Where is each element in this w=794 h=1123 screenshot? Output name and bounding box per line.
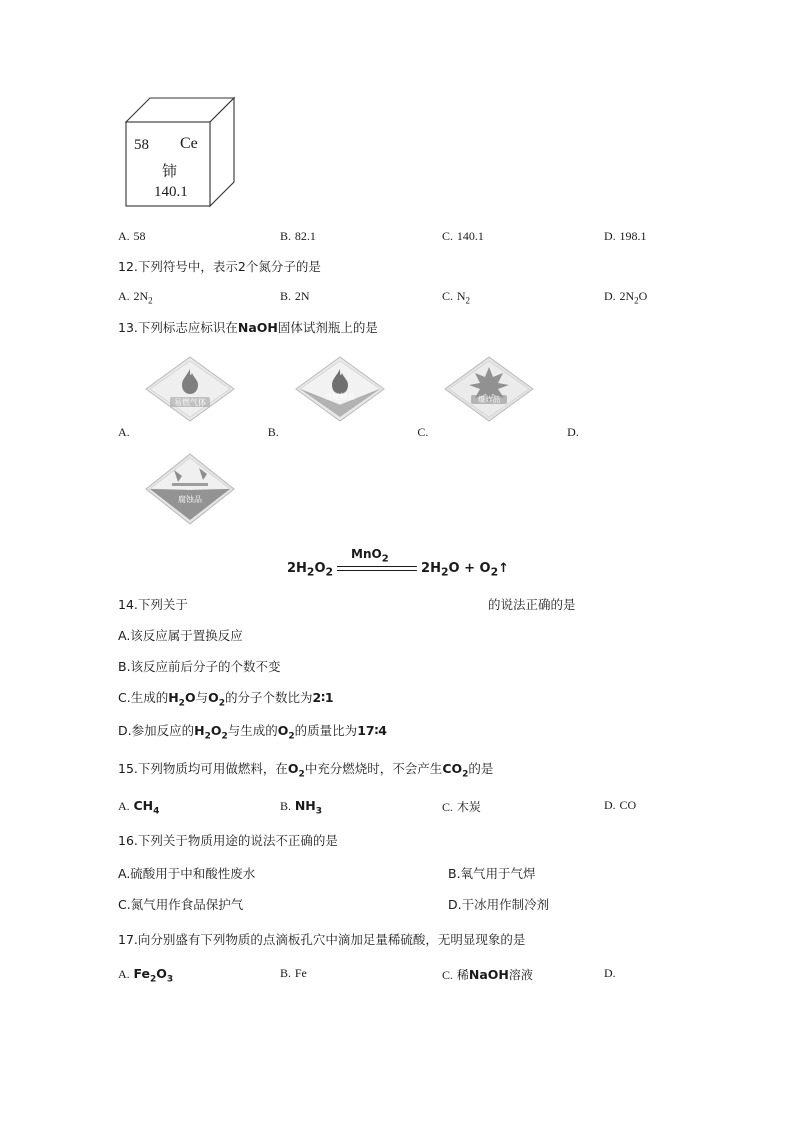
q15-option-b-formula: $NH_3$ [294, 797, 323, 817]
q11-option-a-text: 58 [133, 229, 146, 243]
q12-option-d-formula: $2N_2O$ [619, 288, 648, 306]
corrosive-sign-icon [144, 450, 236, 528]
q14-option-c-formula1: $H_2O$ [168, 689, 196, 709]
q15-option-c-text: 木炭 [456, 799, 481, 814]
q14-equation-left: $2H_2O_2$ [286, 561, 334, 579]
spontaneous-combustion-sign-icon [294, 353, 386, 430]
q15-option-d[interactable] [604, 798, 724, 817]
q13-option-a-label: A. [118, 424, 130, 439]
q17-option-b-label: B. [280, 965, 292, 980]
svg-text:易燃气体: 易燃气体 [174, 397, 206, 407]
q13-stem-after: 固体试剂瓶上的是 [277, 320, 378, 336]
q15-option-d-text: CO [619, 797, 637, 812]
q12-option-a-label: A. [118, 288, 130, 303]
q14-option-c-mid: 与 [195, 689, 209, 705]
q14-equation-arrow [337, 547, 417, 581]
q13-option-d-sign [144, 450, 678, 533]
q17-option-c-chem: NaOH [468, 966, 509, 982]
q14-option-c-post: 的分子个数比为 [225, 689, 313, 705]
q15-option-a-formula: $CH_4$ [133, 797, 160, 817]
cube-drawing-icon [120, 80, 240, 215]
element-atomic-mass: 140.1 [154, 184, 188, 200]
q13-stem-before: 13.下列标志应标识在 [118, 320, 238, 336]
q17-option-a-label: A. [118, 966, 130, 981]
q16-option-c[interactable]: C.氮气用作食品保护气 [118, 897, 244, 913]
svg-text:腐蚀品: 腐蚀品 [178, 494, 202, 504]
q12-option-c[interactable] [442, 289, 604, 305]
q12-options [118, 289, 678, 305]
q13-option-d[interactable] [567, 354, 678, 440]
q17-option-b[interactable] [280, 966, 442, 985]
element-symbol: Ce [180, 135, 198, 152]
element-atomic-number: 58 [134, 137, 149, 153]
element-name-cn: 铈 [162, 162, 178, 180]
q14-option-d-formula2: $O_2$ [277, 723, 295, 742]
q15-option-b-label: B. [280, 798, 292, 813]
q12-option-b-text: 2N [294, 288, 310, 303]
q17-option-a[interactable] [118, 966, 280, 985]
q14-option-c[interactable] [118, 688, 678, 709]
q12-option-a[interactable] [118, 289, 280, 305]
q17-option-c-post: 溶液 [508, 967, 533, 982]
q14-option-d-mid: 与生成的 [227, 723, 278, 739]
element-cube-figure [120, 80, 240, 215]
q13-stem [118, 319, 678, 338]
svg-text:爆炸品: 爆炸品 [478, 394, 501, 404]
q14-option-d-formula1: $H_2O_2$ [194, 723, 228, 742]
q16-options-row1 [118, 864, 678, 882]
q15-stem-part2: 中充分燃烧时，不会产生 [304, 760, 443, 776]
q12-option-a-formula: $2N_2$ [133, 288, 153, 306]
q14-option-d-ratio: 17∶4 [357, 723, 387, 739]
q12-option-b[interactable] [280, 289, 442, 305]
q15-stem-formula2: $CO_2$ [442, 760, 469, 780]
q15-option-b[interactable] [280, 798, 442, 817]
q15-option-d-label: D. [604, 797, 616, 812]
q12-option-b-label: B. [280, 288, 292, 303]
q17-stem: 17.向分别盛有下列物质的点滴板孔穴中滴加足量稀硫酸，无明显现象的是 [118, 932, 526, 948]
q12-option-d-label: D. [604, 288, 616, 303]
q12-option-c-formula: $N_2$ [456, 288, 471, 306]
q15-stem-part3: 的是 [468, 760, 494, 776]
page-content [118, 80, 678, 984]
q17-option-b-text: Fe [294, 965, 307, 980]
q14-stem [118, 595, 678, 613]
q14-equation-right: $2H_2O$ + $O_2↑$ [421, 561, 510, 579]
q15-stem-part1: 15.下列物质均可用做燃料，在 [118, 760, 288, 776]
q11-option-c-label: C. [442, 229, 454, 243]
svg-text:自燃物品: 自燃物品 [324, 391, 355, 401]
q14-option-c-ratio: 2∶1 [312, 689, 334, 705]
q14-option-a[interactable]: A.该反应属于置换反应 [118, 627, 243, 643]
q14-option-d[interactable] [118, 721, 678, 742]
q17-options [118, 966, 678, 985]
flammable-gas-sign-icon [144, 353, 236, 430]
q13-option-d-label: D. [567, 424, 579, 439]
q12-option-c-label: C. [442, 288, 454, 303]
q14-option-d-pre: D.参加反应的 [118, 723, 195, 739]
q12-option-d[interactable] [604, 289, 724, 305]
q14-stem-prefix: 14.下列关于 [118, 596, 188, 612]
q16-option-d[interactable]: D.干冰用作制冷剂 [448, 897, 550, 913]
q13-option-c-label: C. [417, 424, 429, 439]
q11-option-c[interactable] [442, 229, 604, 244]
q14-equation [118, 547, 678, 593]
q15-option-a-label: A. [118, 798, 130, 813]
q17-option-d-label: D. [604, 965, 616, 980]
q13-option-b[interactable] [268, 354, 418, 440]
explosive-sign-icon [443, 353, 535, 430]
q15-options [118, 798, 678, 817]
q14-option-b[interactable]: B.该反应前后分子的个数不变 [118, 658, 281, 674]
q11-option-a[interactable] [118, 229, 280, 244]
q13-options-row1 [118, 354, 678, 440]
q14-equation-catalyst: MnO$_2$ [351, 546, 389, 565]
q11-option-b-label: B. [280, 229, 292, 243]
q14-stem-suffix: 的说法正确的是 [488, 596, 576, 612]
q11-option-d-label: D. [604, 229, 616, 243]
q17-option-c-pre: 稀 [456, 967, 469, 982]
q15-option-c-label: C. [442, 799, 454, 814]
q11-option-d-text: 198.1 [619, 229, 647, 243]
q16-options-row2 [118, 895, 678, 913]
q14-option-d-post: 的质量比为 [294, 723, 358, 739]
q15-option-a[interactable] [118, 798, 280, 817]
q11-option-a-label: A. [118, 229, 130, 243]
q14-option-c-formula2: $O_2$ [208, 689, 225, 709]
q15-option-c[interactable] [442, 798, 604, 817]
q11-option-d[interactable] [604, 229, 724, 244]
q13-option-c[interactable] [417, 354, 567, 440]
q16-stem: 16.下列关于物质用途的说法不正确的是 [118, 833, 338, 849]
q11-option-b[interactable] [280, 229, 442, 244]
q15-stem-formula1: $O_2$ [287, 760, 305, 780]
q12-stem: 12.下列符号中，表示2个氮分子的是 [118, 259, 321, 274]
q16-option-b[interactable]: B.氧气用于气焊 [448, 866, 536, 882]
q11-options [118, 229, 678, 244]
q17-option-c[interactable] [442, 966, 604, 985]
q15-stem [118, 760, 678, 782]
q11-option-b-text: 82.1 [294, 229, 316, 243]
q14-option-c-pre: C.生成的 [118, 689, 169, 705]
q17-option-a-formula: $Fe_2O_3$ [133, 965, 174, 985]
q17-option-d[interactable] [604, 966, 724, 985]
q11-option-c-text: 140.1 [456, 229, 484, 243]
q17-option-c-label: C. [442, 967, 454, 982]
q13-option-b-label: B. [267, 424, 279, 439]
q16-option-a[interactable]: A.硫酸用于中和酸性废水 [118, 866, 256, 882]
q13-stem-chem: NaOH [237, 320, 278, 336]
q13-option-a[interactable] [118, 354, 268, 440]
